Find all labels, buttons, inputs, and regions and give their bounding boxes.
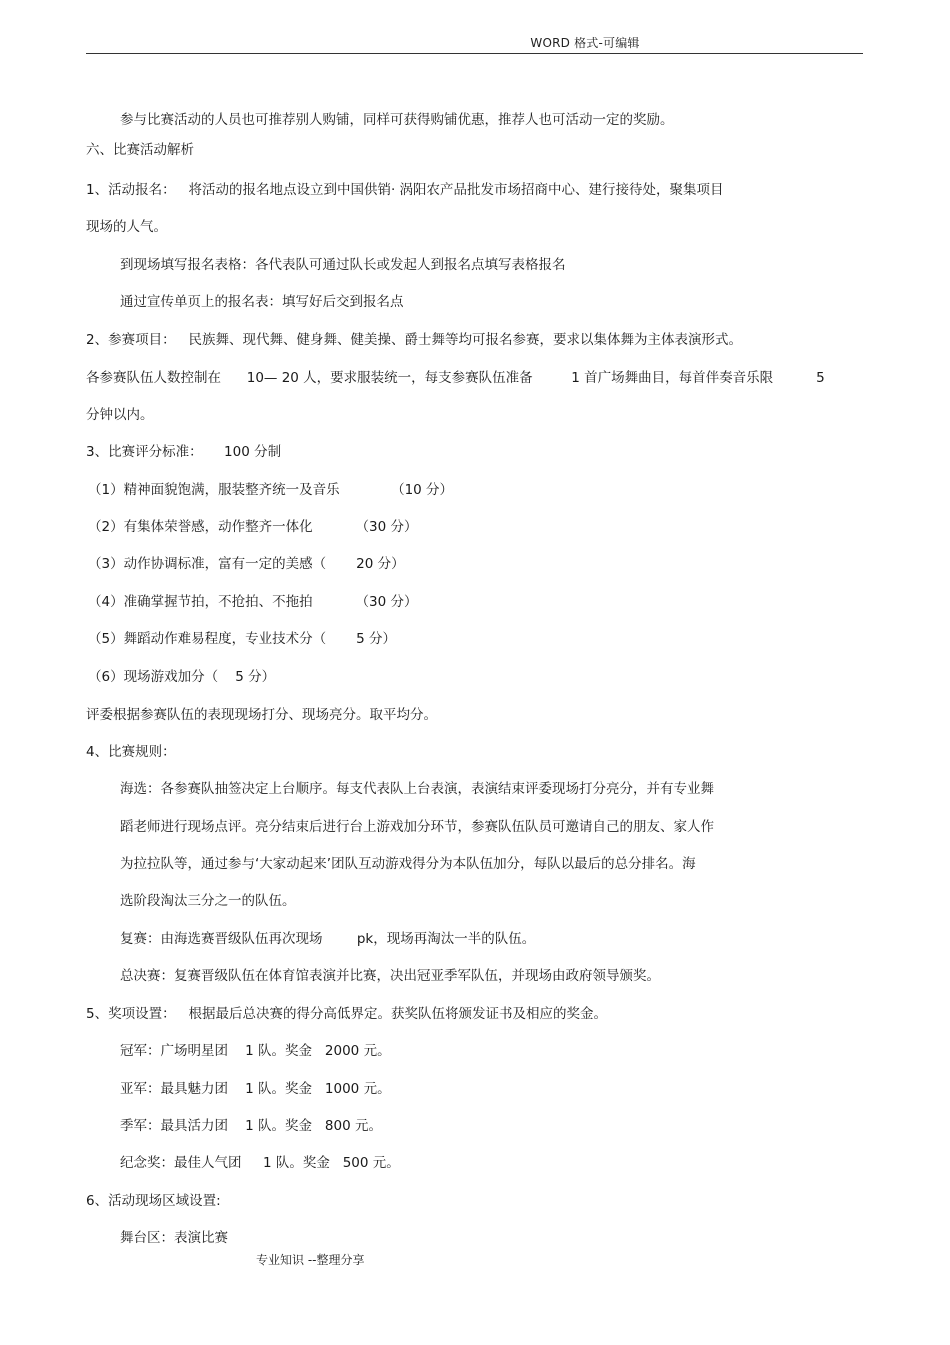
item-venue-areas: 6、活动现场区域设置: <box>86 1193 221 1209</box>
item-registration-cont: 现场的人气。 <box>86 219 167 235</box>
rules-preliminary-cont-1: 蹈老师进行现场点评。亮分结束后进行台上游戏加分环节，参赛队伍队员可邀请自己的朋友、家人作 <box>120 819 714 835</box>
award-runner-up: 亚军：最具魅力团 1 队。奖金 1000 元。 <box>120 1081 391 1097</box>
item-registration: 1、活动报名： 将活动的报名地点设立到中国供销· 涡阳农产品批发市场招商中心、建行接待处，聚集项目 <box>86 182 724 198</box>
section-heading-6: 六、比赛活动解析 <box>86 142 194 158</box>
judging-note: 评委根据参赛队伍的表现现场打分、现场亮分。取平均分。 <box>86 707 437 723</box>
award-champion: 冠军：广场明星团 1 队。奖金 2000 元。 <box>120 1043 391 1059</box>
award-commemorative: 纪念奖：最佳人气团 1 队。奖金 500 元。 <box>120 1155 400 1171</box>
rules-preliminary: 海选：各参赛队抽签决定上台顺序。每支代表队上台表演，表演结束评委现场打分亮分，并有专业舞 <box>120 781 714 797</box>
registration-flyer: 通过宣传单页上的报名表：填写好后交到报名点 <box>120 294 404 310</box>
rules-preliminary-cont-2: 为拉拉队等，通过参与‘大家动起来’团队互动游戏得分为本队伍加分，每队以最后的总分排名。海 <box>120 856 696 872</box>
team-size-rule-cont: 分钟以内。 <box>86 407 154 423</box>
team-size-rule: 各参赛队伍人数控制在 10— 20 人，要求服装统一，每支参赛队伍准备 1 首广场舞曲目，每首伴奏音乐限 5 <box>86 370 825 386</box>
registration-onsite: 到现场填写报名表格：各代表队可通过队长或发起人到报名点填写表格报名 <box>120 257 566 273</box>
score-criterion-5: （5）舞蹈动作难易程度，专业技术分（ 5 分） <box>88 631 397 647</box>
header-divider <box>86 53 863 54</box>
item-awards: 5、奖项设置： 根据最后总决赛的得分高低界定。获奖队伍将颁发证书及相应的奖金。 <box>86 1006 607 1022</box>
item-events: 2、参赛项目： 民族舞、现代舞、健身舞、健美操、爵士舞等均可报名参赛，要求以集体舞为主体表演形式。 <box>86 332 742 348</box>
page-footer: 专业知识 --整理分享 <box>256 1253 365 1267</box>
item-rules: 4、比赛规则： <box>86 744 176 760</box>
score-criterion-1: （1）精神面貌饱满，服装整齐统一及音乐 （10 分） <box>88 482 454 498</box>
rules-final: 总决赛：复赛晋级队伍在体育馆表演并比赛，决出冠亚季军队伍，并现场由政府领导颁奖。 <box>120 968 660 984</box>
award-third: 季军：最具活力团 1 队。奖金 800 元。 <box>120 1118 382 1134</box>
score-criterion-4: （4）准确掌握节拍，不抢拍、不拖拍 （30 分） <box>88 594 418 610</box>
item-scoring: 3、比赛评分标准： 100 分制 <box>86 444 282 460</box>
paragraph-referral: 参与比赛活动的人员也可推荐别人购铺，同样可获得购铺优惠，推荐人也可活动一定的奖励。 <box>120 112 674 128</box>
rules-semifinal: 复赛：由海选赛晋级队伍再次现场 pk，现场再淘汰一半的队伍。 <box>120 931 536 947</box>
score-criterion-2: （2）有集体荣誉感，动作整齐一体化 （30 分） <box>88 519 418 535</box>
page-header-title: WORD 格式-可编辑 <box>530 36 640 50</box>
venue-stage-area: 舞台区：表演比赛 <box>120 1230 228 1246</box>
score-criterion-6: （6）现场游戏加分（ 5 分） <box>88 669 276 685</box>
score-criterion-3: （3）动作协调标准，富有一定的美感（ 20 分） <box>88 556 405 572</box>
rules-preliminary-cont-3: 选阶段淘汰三分之一的队伍。 <box>120 893 296 909</box>
